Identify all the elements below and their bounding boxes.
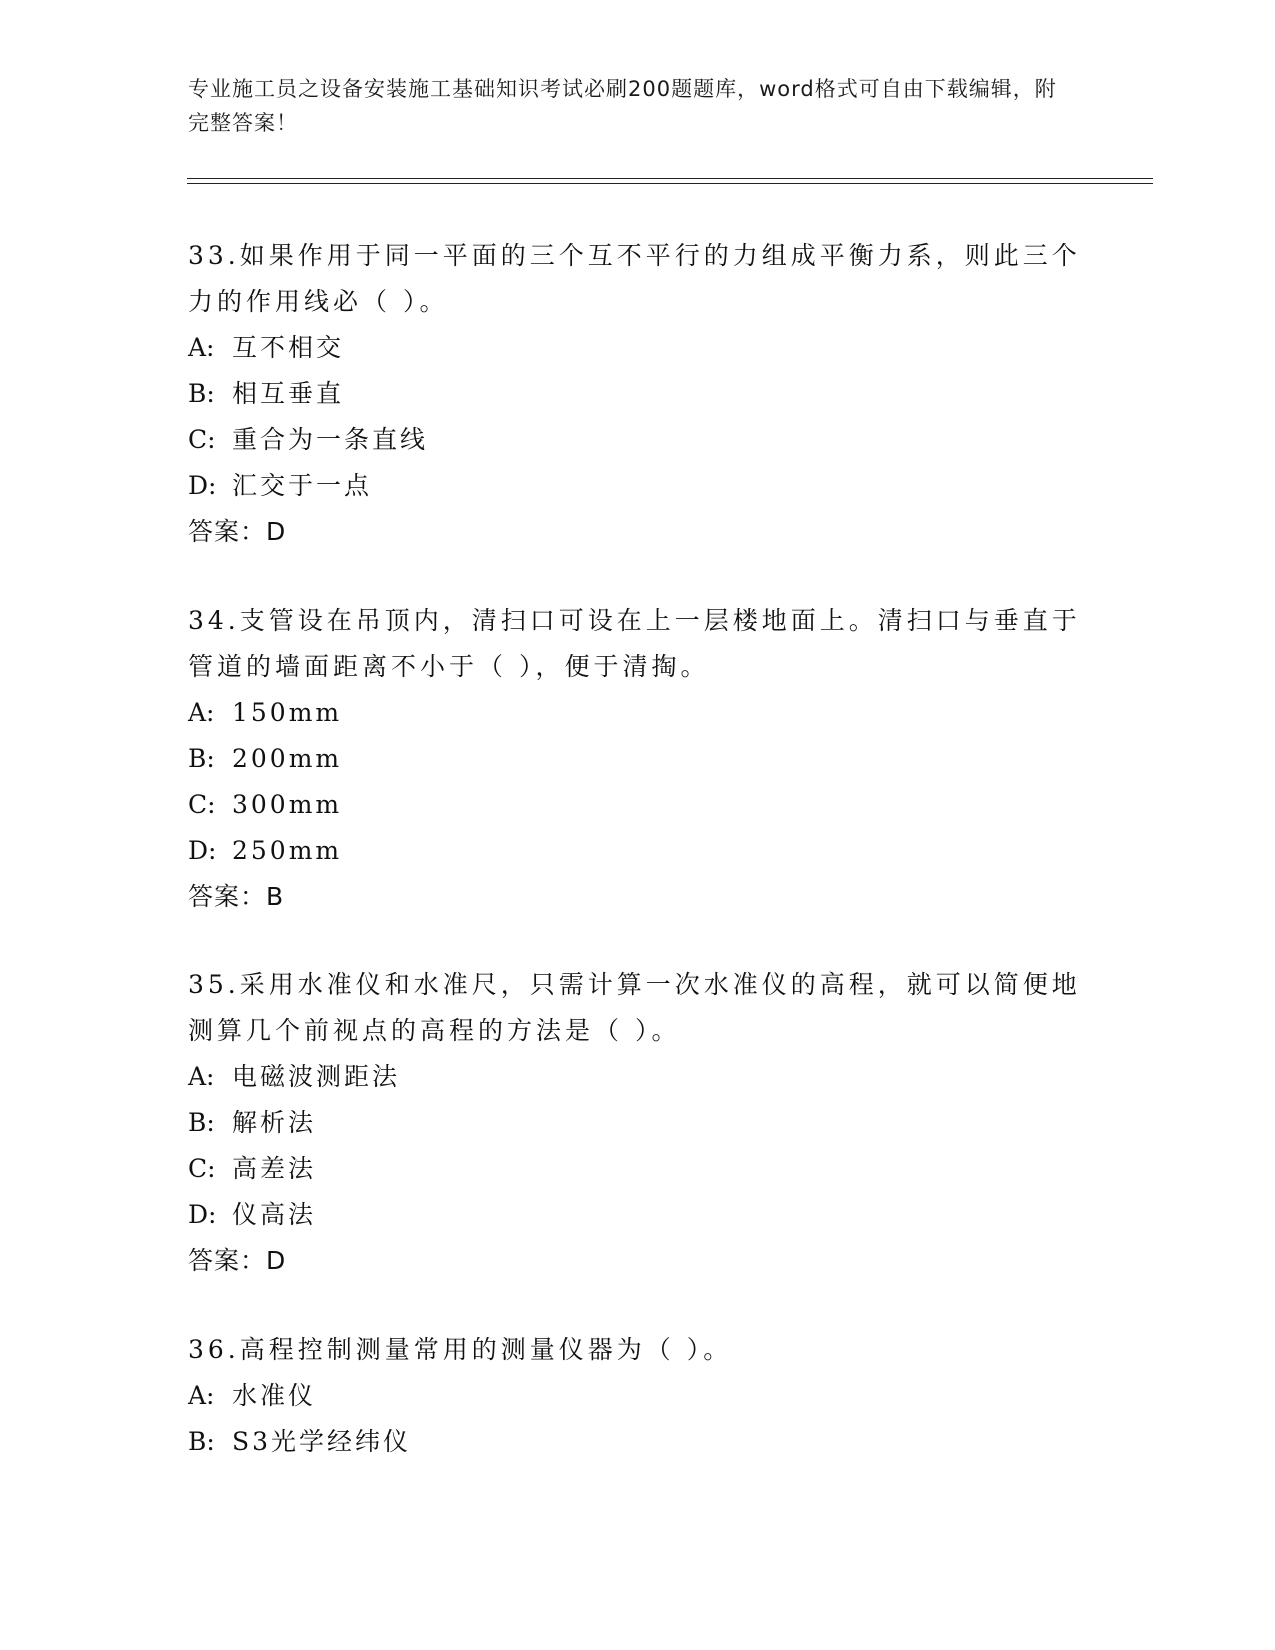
question-stem: 35.采用水准仪和水准尺，只需计算一次水准仪的高程，就可以简便地测算几个前视点的高程的方法是（ ）。	[188, 970, 1081, 1045]
header-divider-bottom	[187, 183, 1153, 184]
option-letter: C:	[188, 790, 216, 819]
option-text: 250mm	[232, 836, 343, 865]
option-a	[188, 1373, 1088, 1419]
option-letter: C:	[188, 425, 216, 454]
option-text: 200mm	[232, 744, 343, 773]
option-c	[188, 782, 1088, 828]
question-34	[188, 598, 1088, 920]
option-c	[188, 417, 1088, 463]
option-letter: A:	[188, 698, 215, 727]
option-c	[188, 1146, 1088, 1192]
option-letter: D:	[188, 471, 217, 500]
header-divider-top	[187, 178, 1153, 179]
option-letter: B:	[188, 379, 215, 408]
option-d	[188, 1192, 1088, 1238]
option-letter: A:	[188, 333, 215, 362]
question-stem: 34.支管设在吊顶内，清扫口可设在上一层楼地面上。清扫口与垂直于管道的墙面距离不小于（ ），便于清掏。	[188, 606, 1081, 681]
option-text: 300mm	[232, 790, 343, 819]
answer-line: 答案：B	[188, 882, 285, 911]
answer-line: 答案：D	[188, 1246, 287, 1275]
option-text: 解析法	[232, 1108, 317, 1137]
option-text: 相互垂直	[232, 379, 345, 408]
option-a	[188, 690, 1088, 736]
option-letter: B:	[188, 1427, 215, 1456]
option-letter: D:	[188, 1200, 217, 1229]
document-header: 专业施工员之设备安装施工基础知识考试必刷200题题库，word格式可自由下载编辑，附完整答案！	[188, 77, 1057, 135]
question-stem: 33.如果作用于同一平面的三个互不平行的力组成平衡力系，则此三个力的作用线必（ ）。	[188, 241, 1081, 316]
question-35	[188, 962, 1088, 1284]
option-text: 仪高法	[232, 1200, 317, 1229]
option-text: 水准仪	[232, 1381, 317, 1410]
question-33	[188, 233, 1088, 555]
question-36	[188, 1327, 1088, 1465]
option-a	[188, 1054, 1088, 1100]
option-text: 汇交于一点	[232, 471, 373, 500]
option-b	[188, 1100, 1088, 1146]
question-stem: 36.高程控制测量常用的测量仪器为（ ）。	[188, 1335, 733, 1364]
option-d	[188, 463, 1088, 509]
option-text: 重合为一条直线	[232, 425, 429, 454]
option-b	[188, 1419, 1088, 1465]
option-letter: A:	[188, 1381, 215, 1410]
option-letter: D:	[188, 836, 217, 865]
option-letter: C:	[188, 1154, 216, 1183]
option-letter: B:	[188, 744, 215, 773]
answer-line: 答案：D	[188, 517, 287, 546]
option-d	[188, 828, 1088, 874]
option-letter: B:	[188, 1108, 215, 1137]
option-text: 互不相交	[232, 333, 345, 362]
option-b	[188, 371, 1088, 417]
option-text: 电磁波测距法	[232, 1062, 401, 1091]
option-text: 150mm	[232, 698, 343, 727]
option-a	[188, 325, 1088, 371]
option-b	[188, 736, 1088, 782]
option-letter: A:	[188, 1062, 215, 1091]
option-text: S3光学经纬仪	[232, 1427, 412, 1456]
option-text: 高差法	[232, 1154, 317, 1183]
